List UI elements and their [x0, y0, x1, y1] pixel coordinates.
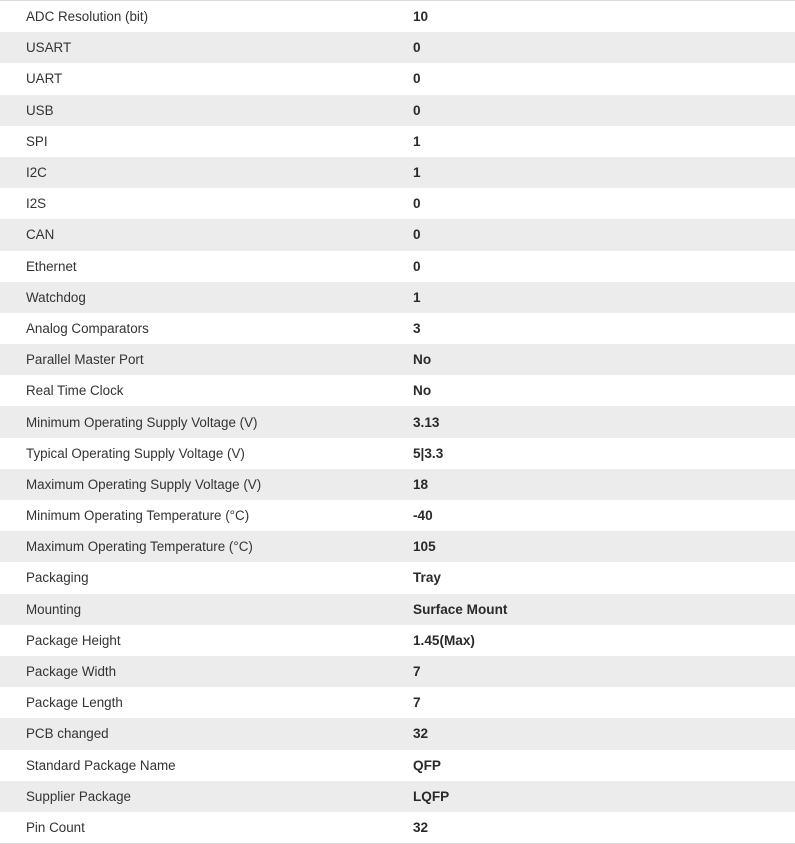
- spec-row-typ-supply-voltage: [0, 438, 795, 469]
- spec-row-max-operating-temp: [0, 531, 795, 562]
- spec-row-package-width: [0, 656, 795, 687]
- spec-value: 1: [413, 165, 421, 181]
- spec-label: Packaging: [26, 570, 89, 586]
- spec-value: 32: [413, 819, 429, 835]
- spec-value: 32: [413, 726, 429, 742]
- spec-value: 10: [413, 9, 429, 25]
- spec-row-real-time-clock: [0, 375, 795, 406]
- spec-value: 0: [413, 102, 421, 118]
- spec-label: Mounting: [26, 601, 82, 617]
- spec-value: 3.13: [413, 414, 440, 430]
- spec-value: 0: [413, 40, 421, 56]
- spec-label: Typical Operating Supply Voltage (V): [26, 445, 245, 461]
- spec-label: Maximum Operating Supply Voltage (V): [26, 476, 262, 492]
- spec-row-can: [0, 219, 795, 250]
- spec-label: Package Length: [26, 695, 123, 711]
- spec-row-package-height: [0, 625, 795, 656]
- spec-value: 0: [413, 258, 421, 274]
- spec-row-analog-comparators: [0, 313, 795, 344]
- spec-value: 0: [413, 227, 421, 243]
- spec-label: I2S: [26, 196, 47, 212]
- spec-label: I2C: [26, 165, 47, 181]
- spec-label: UART: [26, 71, 63, 87]
- spec-row-mounting: [0, 594, 795, 625]
- spec-row-package-length: [0, 687, 795, 718]
- spec-label: Minimum Operating Supply Voltage (V): [26, 414, 258, 430]
- spec-value: LQFP: [413, 788, 450, 804]
- spec-row-uart: [0, 63, 795, 94]
- spec-value: No: [413, 383, 432, 399]
- spec-row-pin-count: [0, 812, 795, 843]
- spec-value: 5|3.3: [413, 445, 444, 461]
- spec-row-min-supply-voltage: [0, 406, 795, 437]
- spec-value: -40: [413, 508, 433, 524]
- spec-row-i2c: [0, 157, 795, 188]
- spec-value: 7: [413, 664, 421, 680]
- spec-row-adc-resolution: [0, 1, 795, 32]
- spec-label: PCB changed: [26, 726, 109, 742]
- spec-label: Parallel Master Port: [26, 352, 144, 368]
- spec-label: Package Height: [26, 632, 121, 648]
- spec-row-packaging: [0, 562, 795, 593]
- spec-value: 1: [413, 289, 421, 305]
- spec-row-supplier-package: [0, 781, 795, 812]
- spec-row-usb: [0, 95, 795, 126]
- spec-value: 1.45(Max): [413, 632, 475, 648]
- spec-value: 18: [413, 476, 429, 492]
- spec-label: Standard Package Name: [26, 757, 176, 773]
- spec-label: Maximum Operating Temperature (°C): [26, 539, 253, 555]
- spec-value: No: [413, 352, 432, 368]
- spec-row-i2s: [0, 188, 795, 219]
- spec-value: QFP: [413, 757, 441, 773]
- spec-value: Tray: [413, 570, 441, 586]
- spec-label: ADC Resolution (bit): [26, 9, 149, 25]
- spec-value: 7: [413, 695, 421, 711]
- spec-label: Package Width: [26, 664, 117, 680]
- spec-label: Ethernet: [26, 258, 77, 274]
- spec-row-ethernet: [0, 251, 795, 282]
- spec-label: Analog Comparators: [26, 320, 149, 336]
- spec-label: USART: [26, 40, 72, 56]
- spec-row-max-supply-voltage: [0, 469, 795, 500]
- spec-value: 105: [413, 539, 436, 555]
- spec-value: Surface Mount: [413, 601, 508, 617]
- spec-value: 1: [413, 133, 421, 149]
- spec-row-usart: [0, 32, 795, 63]
- spec-label: CAN: [26, 227, 55, 243]
- spec-value: 0: [413, 196, 421, 212]
- spec-value: 3: [413, 320, 421, 336]
- spec-label: SPI: [26, 133, 48, 149]
- spec-row-pcb-changed: [0, 718, 795, 749]
- spec-label: Supplier Package: [26, 788, 131, 804]
- spec-row-parallel-master-port: [0, 344, 795, 375]
- spec-row-watchdog: [0, 282, 795, 313]
- spec-label: Minimum Operating Temperature (°C): [26, 508, 250, 524]
- spec-value: 0: [413, 71, 421, 87]
- spec-label: Pin Count: [26, 819, 85, 835]
- spec-label: Real Time Clock: [26, 383, 124, 399]
- spec-label: Watchdog: [26, 289, 86, 305]
- spec-row-spi: [0, 126, 795, 157]
- spec-row-min-operating-temp: [0, 500, 795, 531]
- spec-row-standard-package-name: [0, 750, 795, 781]
- spec-label: USB: [26, 102, 54, 118]
